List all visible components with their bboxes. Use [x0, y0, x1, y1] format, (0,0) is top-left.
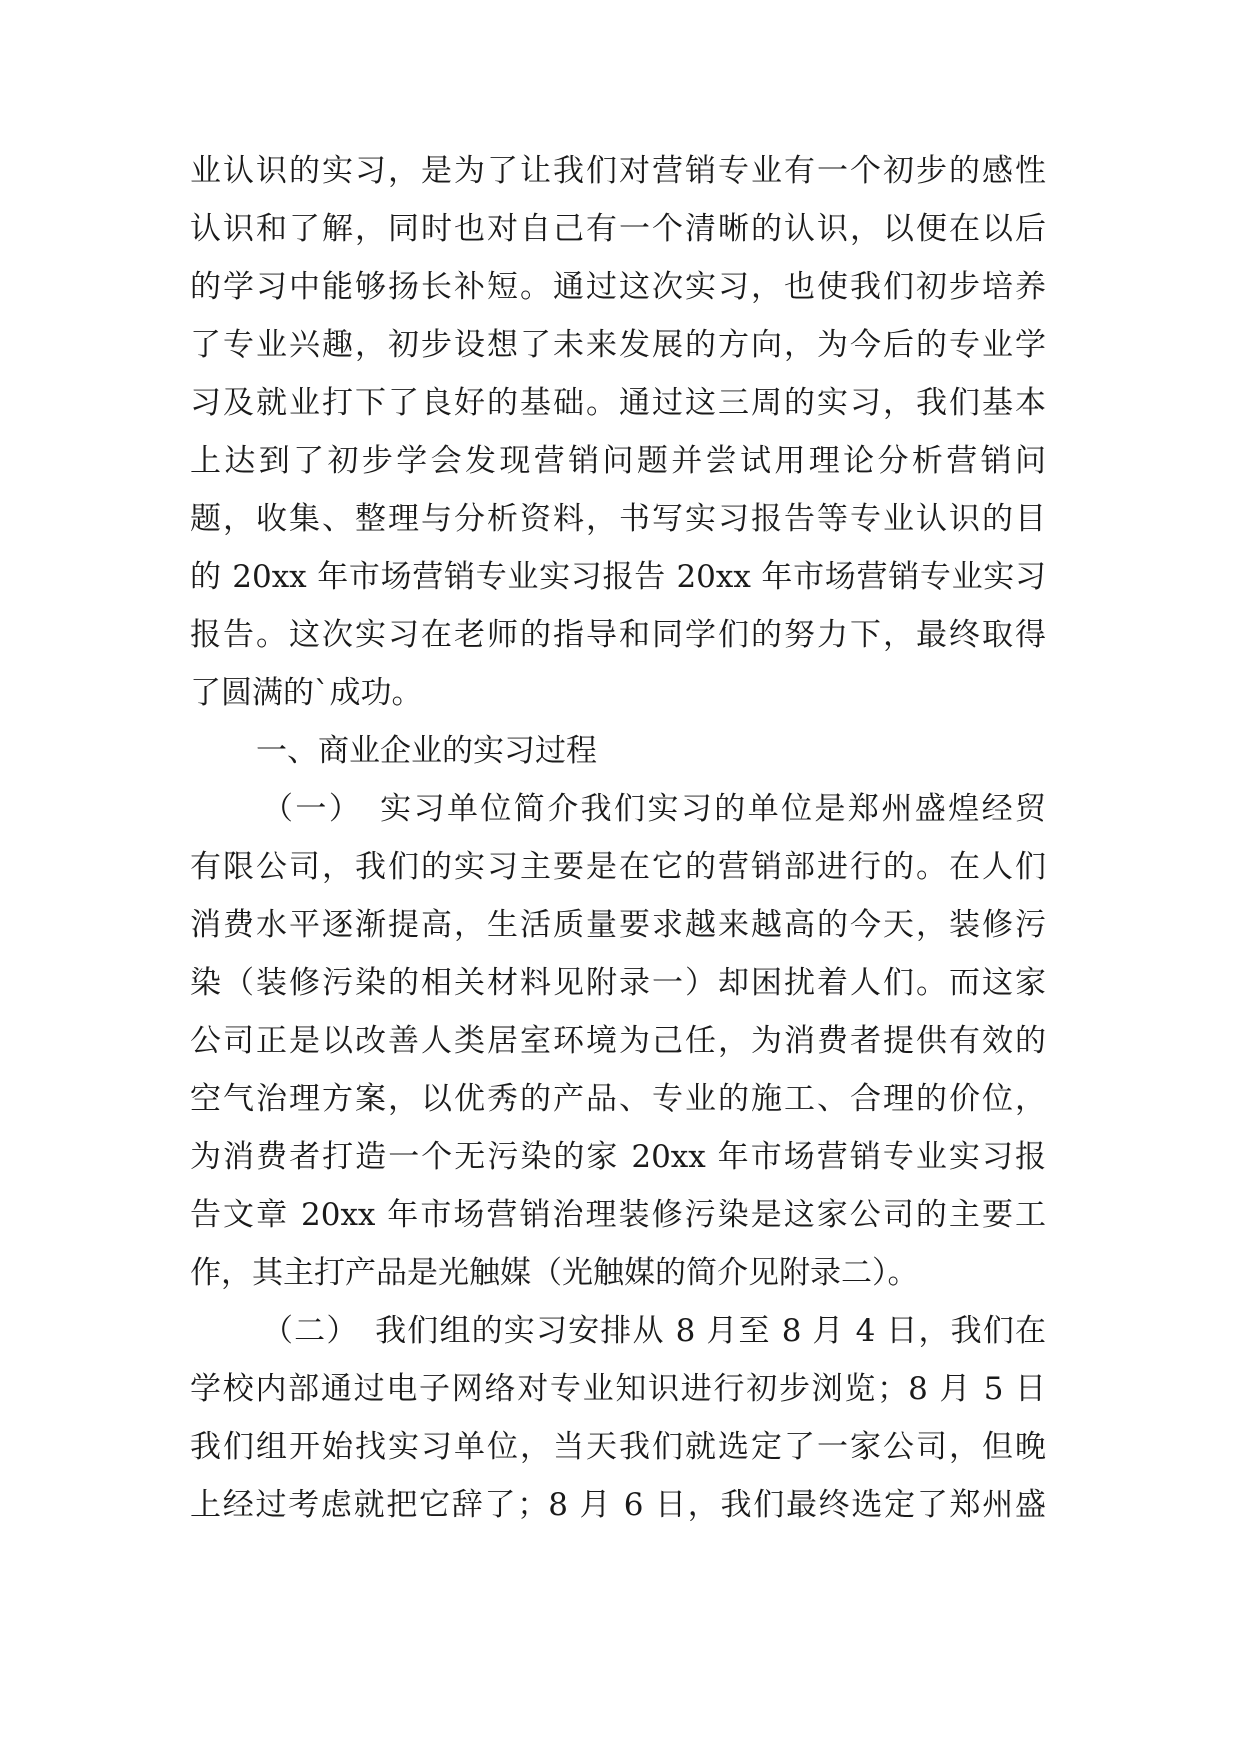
paragraph-line: 有限公司，我们的实习主要是在它的营销部进行的。在人们 — [190, 849, 1046, 885]
paragraph-line: 告文章 20xx 年市场营销治理装修污染是这家公司的主要工 — [190, 1197, 1046, 1233]
paragraph-line: 习及就业打下了良好的基础。通过这三周的实习，我们基本 — [190, 385, 1046, 421]
paragraph-line: 染（装修污染的相关材料见附录一）却困扰着人们。而这家 — [190, 965, 1046, 1001]
paragraph-line: 消费水平逐渐提高，生活质量要求越来越高的今天，装修污 — [190, 907, 1046, 943]
paragraph-line: 上经过考虑就把它辞了；8 月 6 日，我们最终选定了郑州盛 — [190, 1487, 1046, 1523]
paragraph-line: 题，收集、整理与分析资料，书写实习报告等专业认识的目 — [190, 501, 1046, 537]
paragraph-line: 了专业兴趣，初步设想了未来发展的方向，为今后的专业学 — [190, 327, 1046, 363]
paragraph-line: 认识和了解，同时也对自己有一个清晰的认识，以便在以后 — [190, 211, 1046, 247]
paragraph-line: 我们组开始找实习单位，当天我们就选定了一家公司，但晚 — [190, 1429, 1046, 1465]
paragraph-line: （一） 实习单位简介我们实习的单位是郑州盛煌经贸 — [262, 791, 1046, 827]
section-heading: 一、商业企业的实习过程 — [256, 733, 597, 769]
paragraph-line: 上达到了初步学会发现营销问题并尝试用理论分析营销问 — [190, 443, 1046, 479]
paragraph-line: 的 20xx 年市场营销专业实习报告 20xx 年市场营销专业实习 — [190, 559, 1046, 595]
paragraph-line: 的学习中能够扬长补短。通过这次实习，也使我们初步培养 — [190, 269, 1046, 305]
paragraph-line: 空气治理方案，以优秀的产品、专业的施工、合理的价位， — [190, 1081, 1046, 1117]
paragraph-line: 了圆满的`成功。 — [190, 675, 423, 711]
paragraph-line: 为消费者打造一个无污染的家 20xx 年市场营销专业实习报 — [190, 1139, 1046, 1175]
paragraph-line: 公司正是以改善人类居室环境为己任，为消费者提供有效的 — [190, 1023, 1046, 1059]
paragraph-line: （二） 我们组的实习安排从 8 月至 8 月 4 日，我们在 — [262, 1313, 1046, 1349]
paragraph-line: 报告。这次实习在老师的指导和同学们的努力下，最终取得 — [190, 617, 1046, 653]
paragraph-line: 学校内部通过电子网络对专业知识进行初步浏览；8 月 5 日 — [190, 1371, 1046, 1407]
paragraph-line: 作，其主打产品是光触媒（光触媒的简介见附录二）。 — [190, 1255, 919, 1291]
paragraph-line: 业认识的实习，是为了让我们对营销专业有一个初步的感性 — [190, 153, 1046, 189]
